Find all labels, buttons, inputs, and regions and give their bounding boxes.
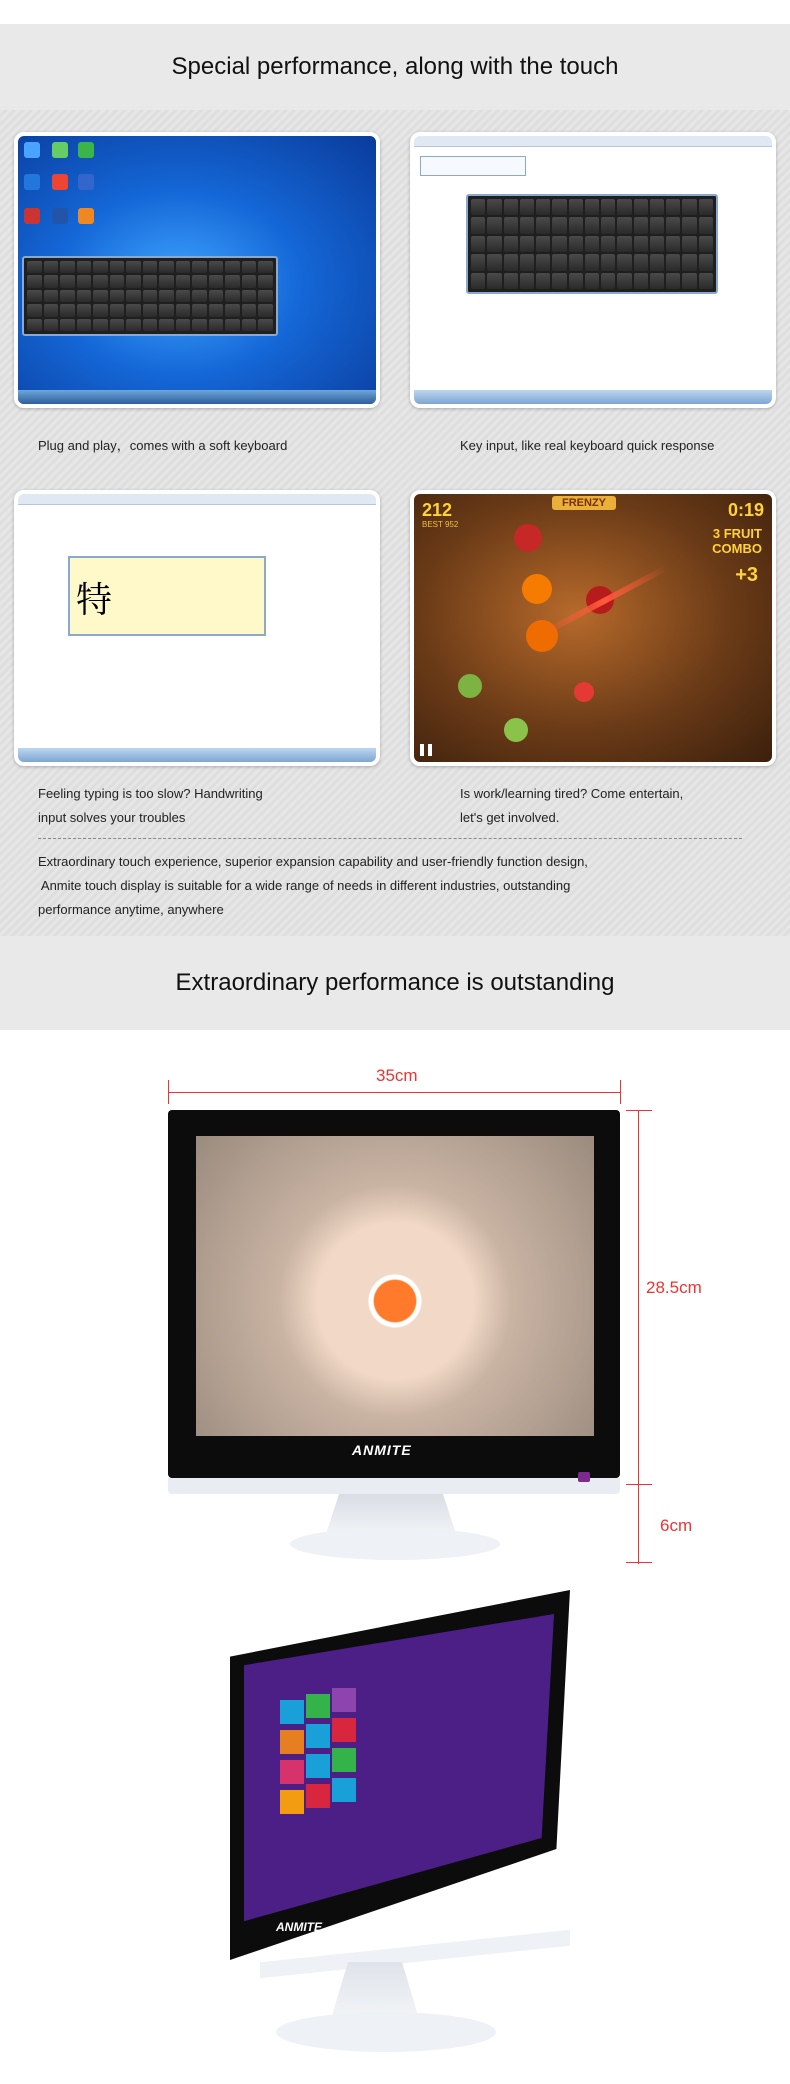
description-paragraph: [38, 850, 758, 922]
soft-keyboard[interactable]: [22, 256, 278, 336]
metro-tile[interactable]: [306, 1694, 330, 1718]
monitor-stand-base: [276, 2012, 496, 2052]
stand-dimension-label: 6cm: [660, 1516, 693, 1535]
fruit: [574, 682, 594, 702]
caption-entertain-2: let's get involved.: [460, 810, 560, 825]
section-title: Extraordinary performance is outstanding: [175, 969, 615, 996]
fruit: [504, 718, 528, 742]
metro-tile[interactable]: [280, 1700, 304, 1724]
height-dimension-label: 28.5cm: [646, 1278, 702, 1297]
handwritten-character: 特: [76, 580, 113, 621]
metro-tile[interactable]: [332, 1688, 356, 1712]
desktop-icon: [78, 142, 94, 158]
game-mode-badge: FRENZY: [552, 496, 616, 510]
section-title: Special performance, along with the touch: [171, 53, 619, 80]
menu-bar: [414, 136, 772, 147]
width-dimension-line: [168, 1092, 620, 1093]
screenshot-handwriting: [14, 490, 380, 766]
monitor-chin: [260, 1930, 570, 1979]
desktop-icon: [52, 174, 68, 190]
fruit: [458, 674, 482, 698]
desktop-icon: [52, 208, 68, 224]
monitor-chin: [168, 1478, 620, 1494]
dimension-tick: [620, 1080, 621, 1104]
taskbar: [18, 748, 376, 762]
monitor-screen-clownfish: [196, 1136, 594, 1436]
dimension-tick: [626, 1562, 652, 1563]
description-line: Extraordinary touch experience, superior expansion capability and user-friendly function design,: [38, 854, 588, 869]
height-dimension-line: [638, 1110, 639, 1564]
ime-candidate-box: [420, 156, 526, 176]
fruit: [522, 574, 552, 604]
desktop-icon: [78, 174, 94, 190]
description-line: Anmite touch display is suitable for a wide range of needs in different industries, outstanding: [38, 878, 571, 893]
section-header-touch: [0, 24, 790, 110]
fruit: [514, 524, 542, 552]
desktop-icon: [24, 208, 40, 224]
metro-tile[interactable]: [306, 1724, 330, 1748]
section-header-performance: [0, 936, 790, 1030]
pause-icon[interactable]: [420, 744, 432, 756]
metro-tile[interactable]: [280, 1760, 304, 1784]
caption-key-input: Key input, like real keyboard quick response: [460, 438, 715, 453]
game-combo: 3 FRUIT COMBO: [712, 526, 762, 556]
screenshot-game: [410, 490, 776, 766]
description-line: performance anytime, anywhere: [38, 902, 224, 917]
metro-tile[interactable]: [332, 1748, 356, 1772]
screenshot-desktop-keyboard: [14, 132, 380, 408]
game-score: 212: [422, 500, 453, 520]
game-timer: 0:19: [727, 500, 764, 520]
metro-tile[interactable]: [306, 1754, 330, 1778]
brand-logo: ANMITE: [276, 1920, 322, 1934]
caption-entertain-1: Is work/learning tired? Come entertain,: [460, 786, 684, 801]
width-dimension-label: 35cm: [376, 1066, 418, 1085]
power-button[interactable]: [578, 1472, 590, 1482]
game-bonus: +3: [735, 564, 758, 586]
game-best: BEST 952: [422, 520, 459, 529]
dimension-tick: [168, 1080, 169, 1104]
taskbar: [414, 390, 772, 404]
caption-soft-keyboard: Plug and play，comes with a soft keyboard: [38, 438, 288, 453]
desktop-icon: [24, 174, 40, 190]
desktop-icon: [24, 142, 40, 158]
menu-bar: [18, 494, 376, 505]
metro-tile[interactable]: [280, 1790, 304, 1814]
metro-tile[interactable]: [280, 1730, 304, 1754]
brand-logo: ANMITE: [352, 1442, 412, 1458]
monitor-stand-base: [290, 1528, 500, 1560]
dashed-divider: [38, 838, 742, 839]
caption-handwriting-1: Feeling typing is too slow? Handwriting: [38, 786, 263, 801]
screenshot-text-keyboard: [410, 132, 776, 408]
metro-tile[interactable]: [332, 1718, 356, 1742]
metro-tile[interactable]: [306, 1784, 330, 1808]
caption-handwriting-2: input solves your troubles: [38, 810, 186, 825]
taskbar: [18, 390, 376, 404]
dimension-tick: [626, 1110, 652, 1111]
slash-trail: [541, 565, 667, 636]
desktop-icon: [78, 208, 94, 224]
desktop-icon: [52, 142, 68, 158]
onscreen-keyboard[interactable]: [466, 194, 718, 294]
handwriting-pad[interactable]: [68, 556, 266, 636]
monitor-angled: [220, 1590, 570, 1960]
metro-tile[interactable]: [332, 1778, 356, 1802]
dimension-tick: [626, 1484, 652, 1485]
